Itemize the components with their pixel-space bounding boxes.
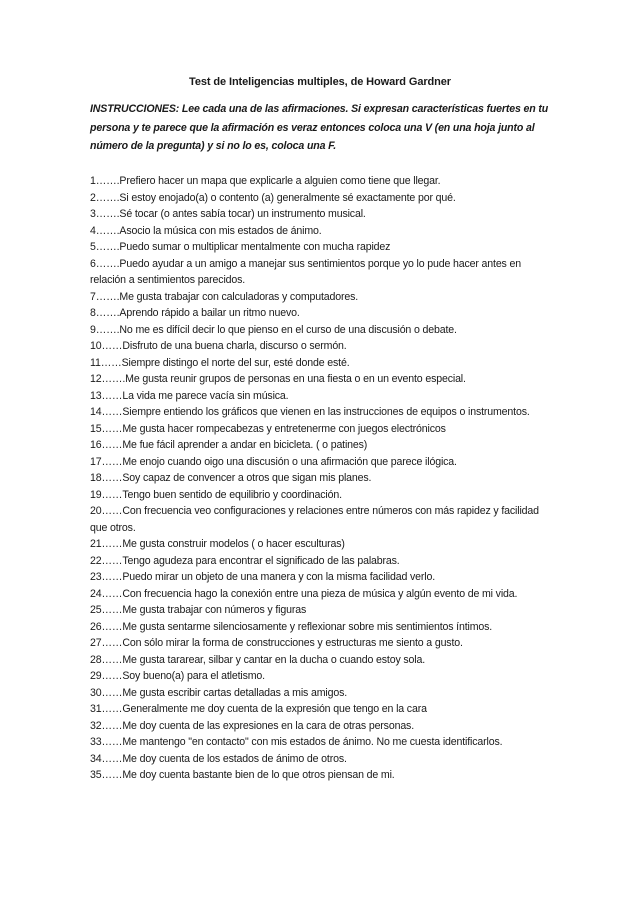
question-item: 33……Me mantengo "en contacto" con mis estados de ánimo. No me cuesta identificarlos. bbox=[90, 736, 503, 749]
document-title: Test de Inteligencias multiples, de Howard Gardner bbox=[189, 76, 451, 88]
question-item: 11……Siempre distingo el norte del sur, esté donde esté. bbox=[90, 356, 350, 369]
question-item: 34……Me doy cuenta de los estados de ánimo de otros. bbox=[90, 752, 347, 765]
question-item: 35……Me doy cuenta bastante bien de lo que otros piensan de mi. bbox=[90, 769, 395, 782]
question-item: 9…….No me es difícil decir lo que pienso en el curso de una discusión o debate. bbox=[90, 323, 457, 336]
question-item: 15……Me gusta hacer rompecabezas y entretenerme con juegos electrónicos bbox=[90, 422, 446, 435]
question-item: 24……Con frecuencia hago la conexión entre una pieza de música y algún evento de mi vida. bbox=[90, 587, 518, 600]
question-list bbox=[90, 173, 550, 784]
question-item: 7…….Me gusta trabajar con calculadoras y computadores. bbox=[90, 290, 359, 303]
question-item: 23……Puedo mirar un objeto de una manera y con la misma facilidad verlo. bbox=[90, 571, 436, 584]
question-item: 18……Soy capaz de convencer a otros que sigan mis planes. bbox=[90, 472, 372, 485]
question-item: 6…….Puedo ayudar a un amigo a manejar sus sentimientos porque yo lo pude hacer antes en relación a sentimientos parecidos. bbox=[90, 257, 521, 287]
question-item: 16……Me fue fácil aprender a andar en bicicleta. ( o patines) bbox=[90, 439, 368, 452]
question-item: 19……Tengo buen sentido de equilibrio y coordinación. bbox=[90, 488, 342, 501]
question-item: 14……Siempre entiendo los gráficos que vienen en las instrucciones de equipos o instrumentos. bbox=[90, 406, 530, 419]
question-item: 27……Con sólo mirar la forma de construcciones y estructuras me siento a gusto. bbox=[90, 637, 463, 650]
question-item: 32……Me doy cuenta de las expresiones en la cara de otras personas. bbox=[90, 719, 414, 732]
question-item: 12…….Me gusta reunir grupos de personas en una fiesta o en un evento especial. bbox=[90, 373, 466, 386]
question-item: 4…….Asocio la música con mis estados de ánimo. bbox=[90, 224, 322, 237]
question-item: 26……Me gusta sentarme silenciosamente y reflexionar sobre mis sentimientos íntimos. bbox=[90, 620, 493, 633]
question-item: 5…….Puedo sumar o multiplicar mentalmente con mucha rapidez bbox=[90, 241, 391, 254]
question-item: 22……Tengo agudeza para encontrar el significado de las palabras. bbox=[90, 554, 400, 567]
instructions-paragraph: INSTRUCCIONES: Lee cada una de las afirmaciones. Si expresan características fuertes en tu persona y te parece que la afirmación es veraz entonces coloca una V (en una hoja junto al número de la pregunta) y si no lo es, coloca una F. bbox=[90, 103, 549, 153]
question-item: 28……Me gusta tararear, silbar y cantar en la ducha o cuando estoy sola. bbox=[90, 653, 426, 666]
question-item: 20……Con frecuencia veo configuraciones y relaciones entre números con más rapidez y facilidad que otros. bbox=[90, 505, 539, 534]
question-item: 25……Me gusta trabajar con números y figuras bbox=[90, 604, 307, 617]
question-item: 31……Generalmente me doy cuenta de la expresión que tengo en la cara bbox=[90, 703, 427, 716]
question-item: 30……Me gusta escribir cartas detalladas a mis amigos. bbox=[90, 686, 348, 699]
question-item: 8…….Aprendo rápido a bailar un ritmo nuevo. bbox=[90, 307, 300, 320]
question-item: 3…….Sé tocar (o antes sabía tocar) un instrumento musical. bbox=[90, 208, 366, 221]
question-item: 2…….Si estoy enojado(a) o contento (a) generalmente sé exactamente por qué. bbox=[90, 191, 456, 204]
question-item: 21……Me gusta construir modelos ( o hacer esculturas) bbox=[90, 538, 345, 551]
question-item: 29……Soy bueno(a) para el atletismo. bbox=[90, 670, 265, 683]
question-item: 1…….Prefiero hacer un mapa que explicarle a alguien como tiene que llegar. bbox=[90, 175, 441, 188]
question-item: 13……La vida me parece vacía sin música. bbox=[90, 389, 289, 402]
question-item: 17……Me enojo cuando oigo una discusión o una afirmación que parece ilógica. bbox=[90, 455, 457, 468]
question-item: 10……Disfruto de una buena charla, discurso o sermón. bbox=[90, 340, 347, 353]
document-page bbox=[90, 74, 550, 784]
